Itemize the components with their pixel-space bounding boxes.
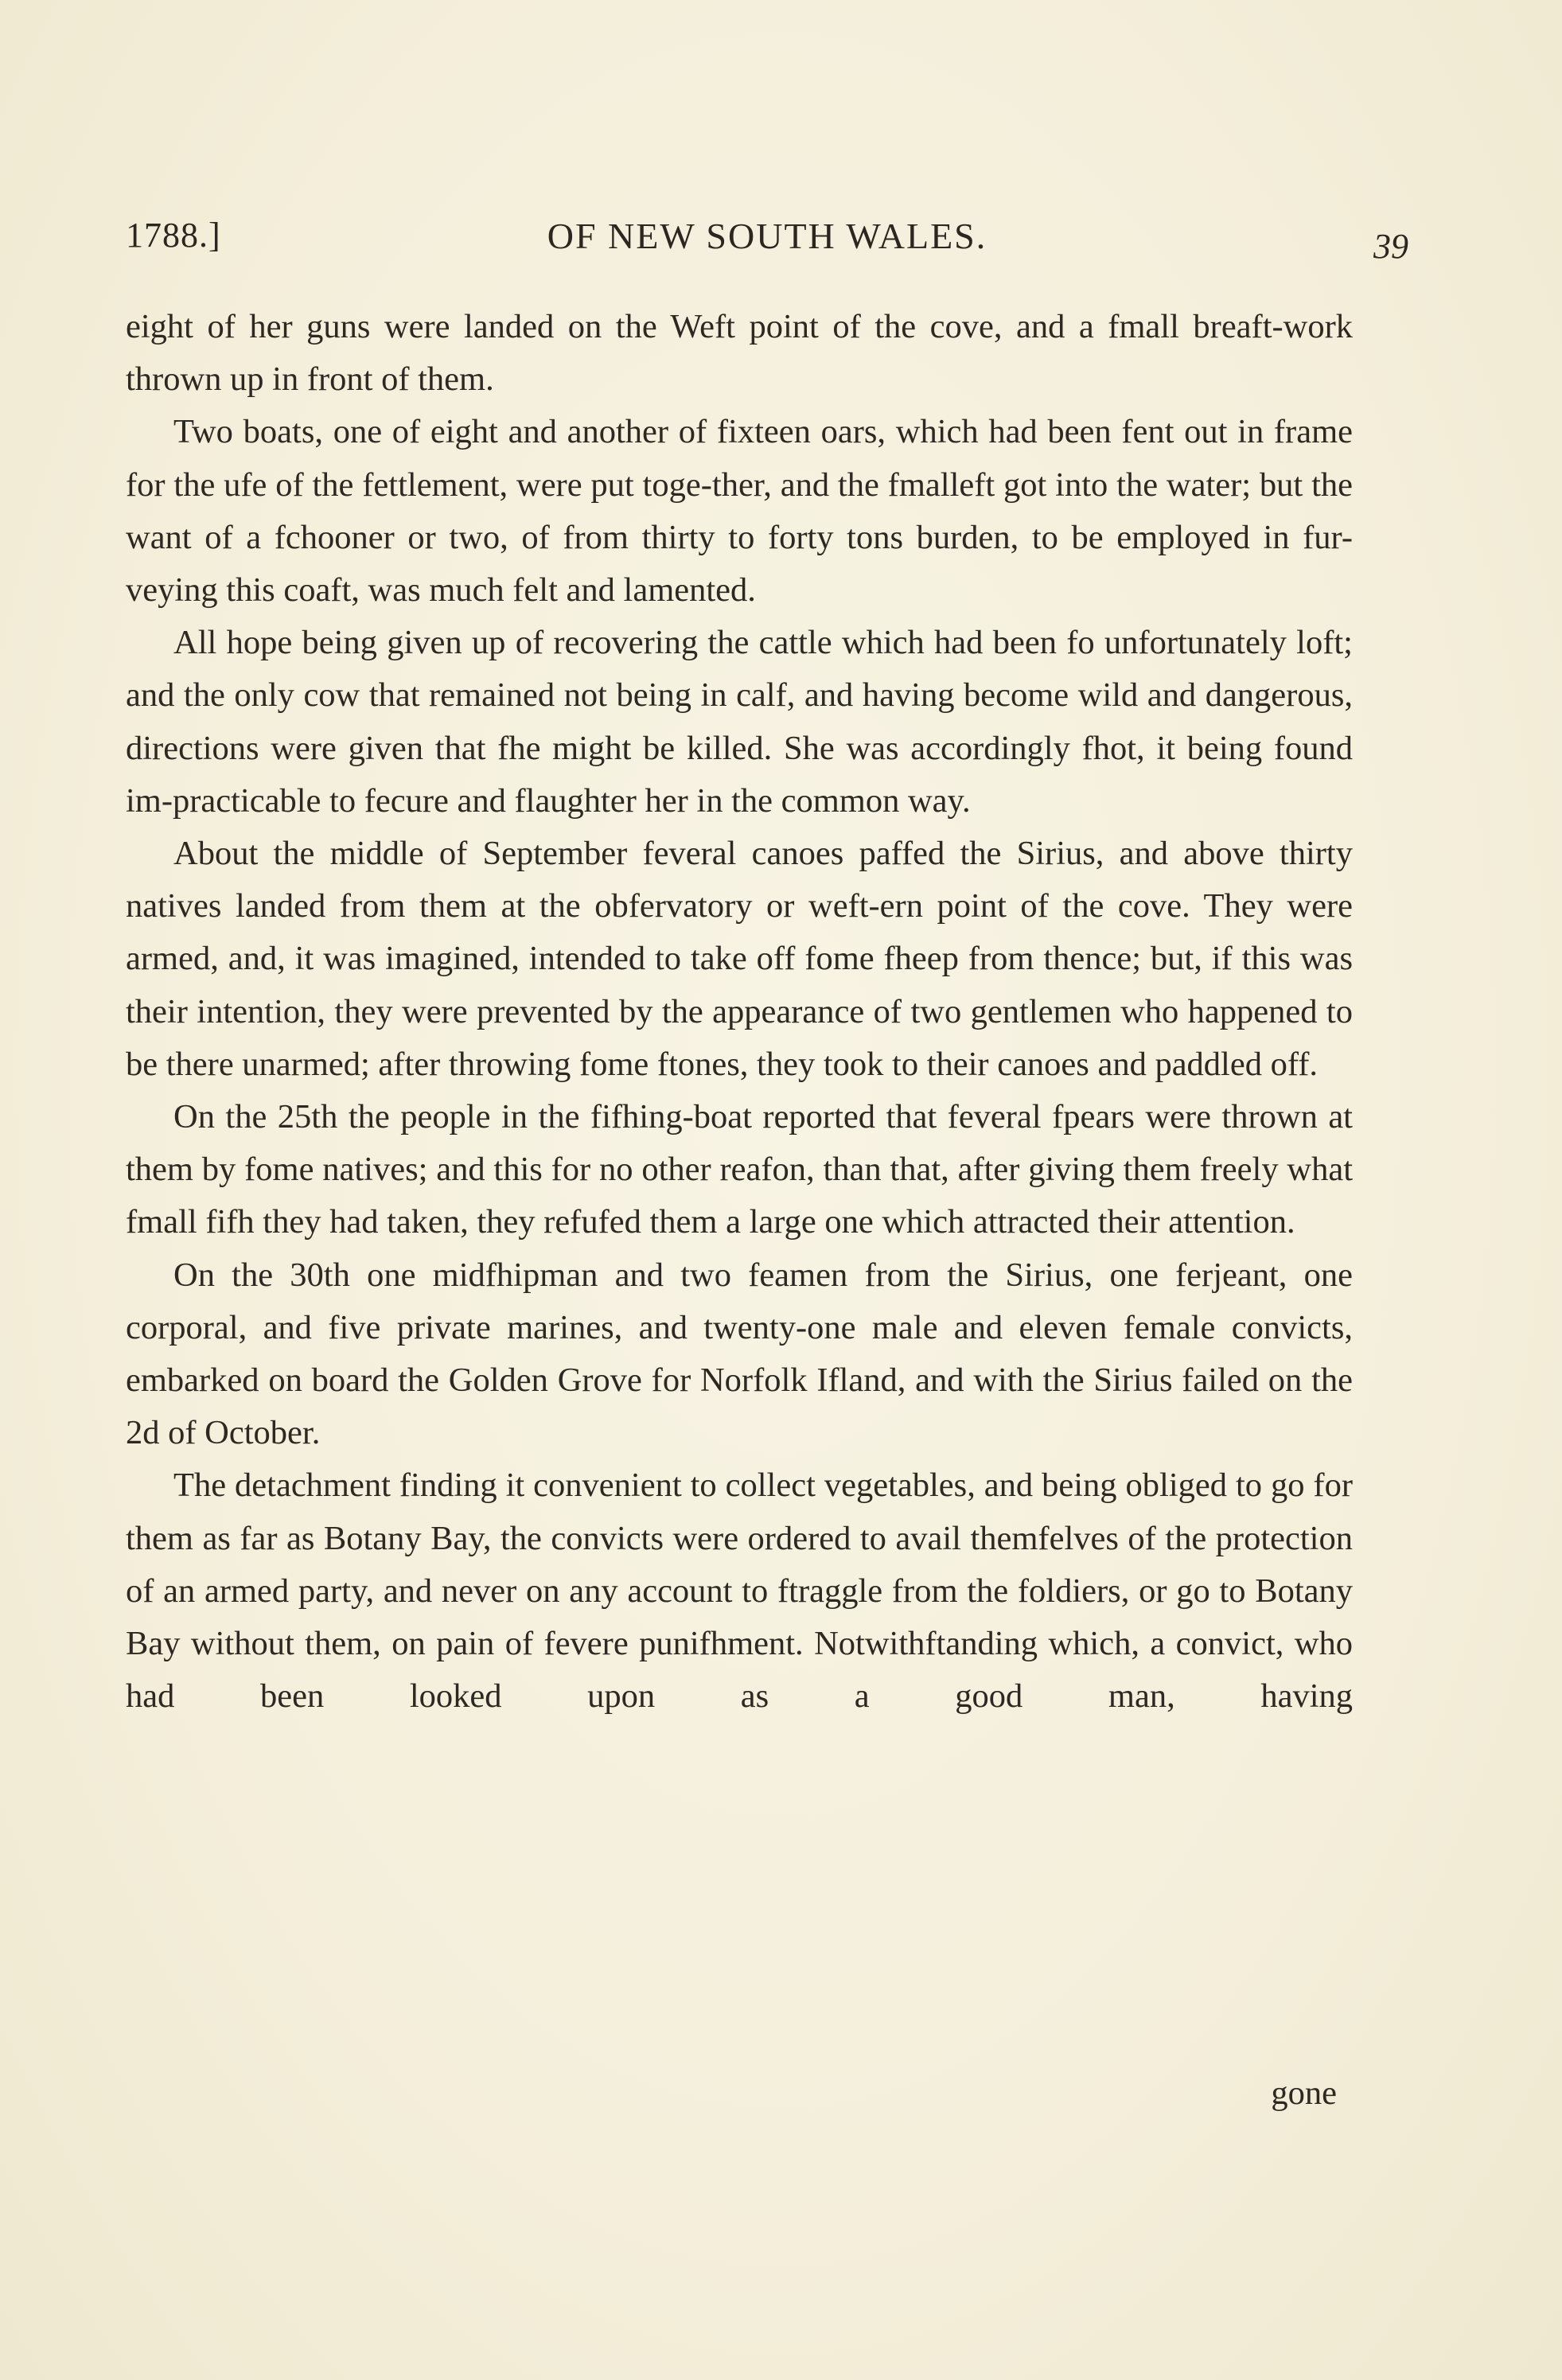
- catchword: gone: [1271, 2074, 1337, 2112]
- body-text: [126, 301, 1353, 1723]
- header-year: 1788.]: [126, 216, 221, 255]
- paragraph-5: On the 25th the people in the fifhing-boat reported that feveral fpears were thrown at them by fome natives; and this for no other reafon, than that, after giving them freely what fmall fifh they had taken, they refufed them a large one which attracted their attention.: [126, 1098, 1353, 1241]
- paragraph-1: eight of her guns were landed on the Weft point of the cove, and a fmall breaft-work thrown up in front of them.: [126, 308, 1353, 399]
- running-title: OF NEW SOUTH WALES.: [547, 216, 987, 256]
- paragraph-2: Two boats, one of eight and another of fixteen oars, which had been fent out in frame for the ufe of the fettlement, were put toge-ther, and the fmalleft got into the water; but the want of a fchooner or two, of from thirty to forty tons burden, to be employed in fur-veying this coaft, was much felt and lamented.: [126, 413, 1353, 610]
- paragraph-7: The detachment finding it convenient to collect vegetables, and being obliged to go for them as far as Botany Bay, the convicts were ordered to avail themfelves of the protection of an armed party, and never on any account to ftraggle from the foldiers, or go to Botany Bay without them, on pain of fevere punifhment. Notwithftanding which, a convict, who had been looked upon as a good man, having: [126, 1467, 1353, 1716]
- page-number: 39: [1373, 227, 1408, 266]
- paragraph-3: All hope being given up of recovering the cattle which had been fo unfortunately loft; and the only cow that remained not being in calf, and having become wild and dangerous, directions were given that fhe might be killed. She was accordingly fhot, it being found im-practicable to fecure and flaughter her in the common way.: [126, 624, 1353, 820]
- paragraph-4: About the middle of September feveral canoes paffed the Sirius, and above thirty natives landed from them at the obfervatory or weft-ern point of the cove. They were armed, and, it was imagined, intended to take off fome fheep from thence; but, if this was their intention, they were prevented by the appearance of two gentlemen who happened to be there unarmed; after throwing fome ftones, they took to their canoes and paddled off.: [126, 835, 1353, 1083]
- page-header: [126, 208, 1408, 264]
- paragraph-6: On the 30th one midfhipman and two feamen from the Sirius, one ferjeant, one corporal, and five private marines, and twenty-one male and eleven female convicts, embarked on board the Golden Grove for Norfolk Ifland, and with the Sirius failed on the 2d of October.: [126, 1256, 1353, 1452]
